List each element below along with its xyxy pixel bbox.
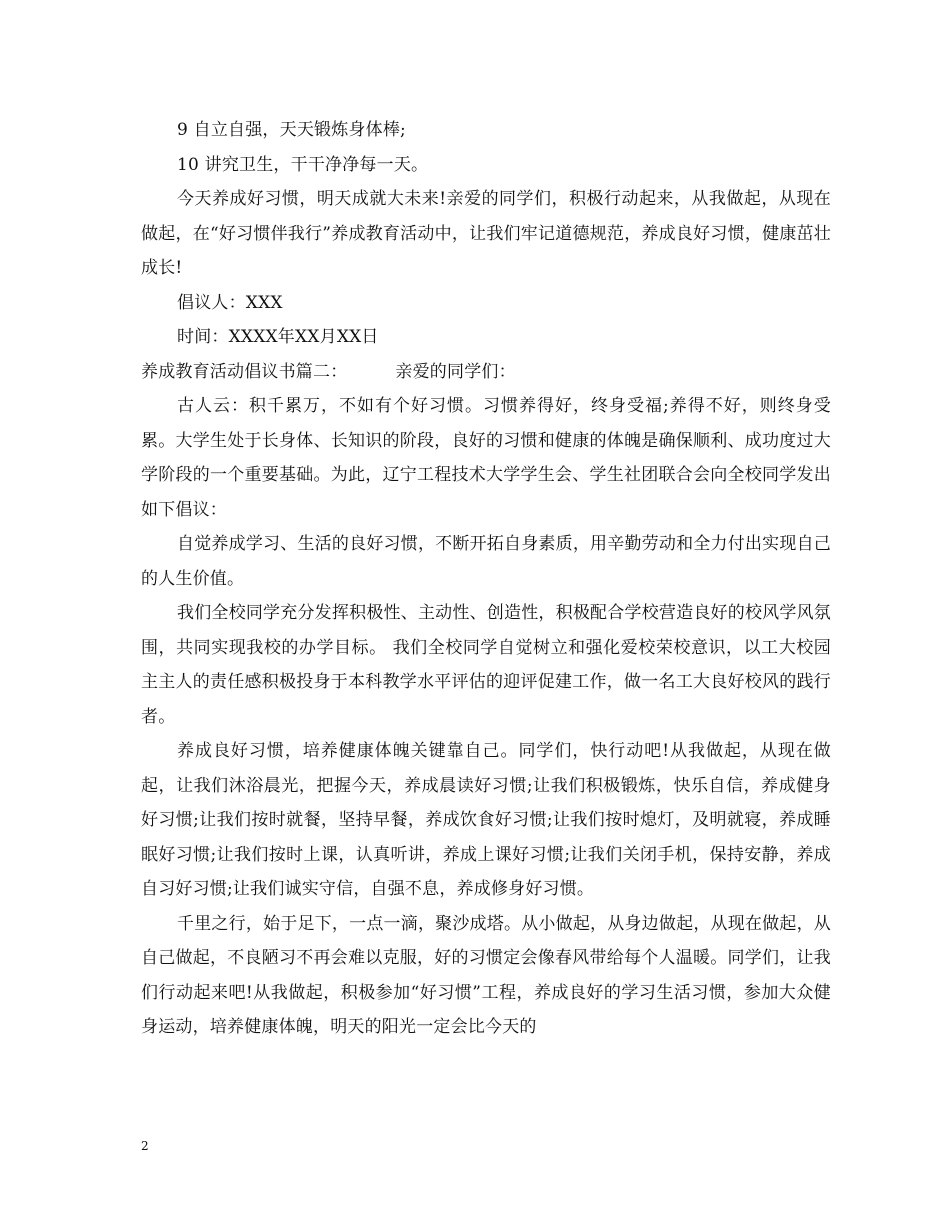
section-heading-line — [141, 355, 831, 390]
salutation: 亲爱的同学们： — [395, 361, 516, 382]
initiator-line: 倡议人：XXX — [177, 292, 283, 313]
closing-paragraph: 今天养成好习惯，明天成就大未来!亲爱的同学们，积极行动起来，从我做起，从现在做起，在“好习惯伴我行”养成教育活动中，让我们牢记道德规范，养成良好习惯，健康茁壮成长! — [141, 189, 831, 278]
body-paragraph: 我们全校同学充分发挥积极性、主动性、创造性，积极配合学校营造良好的校风学风氛围，共同实现我校的办学目标。 我们全校同学自觉树立和强化爱校荣校意识，以工大校园主主人的责任感积极投身于本科教学水平评估的迎评促建工作，做一名工大良好校风的践行者。 — [141, 603, 831, 727]
body-paragraph: 古人云：积千累万，不如有个好习惯。习惯养得好，终身受福;养得不好，则终身受累。大学生处于长身体、长知识的阶段，良好的习惯和健康的体魄是确保顺利、成功度过大学阶段的一个重要基础。为此，辽宁工程技术大学学生会、学生社团联合会向全校同学发出如下倡议： — [141, 396, 831, 520]
date-line: 时间：XXXX年XX月XX日 — [177, 327, 379, 347]
document-body — [141, 113, 831, 1045]
list-item-9: 9 自立自强，天天锻炼身体棒; — [177, 120, 406, 140]
body-paragraph: 养成良好习惯，培养健康体魄关键靠自己。同学们，快行动吧!从我做起，从现在做起，让我们沐浴晨光，把握今天，养成晨读好习惯;让我们积极锻炼，快乐自信，养成健身好习惯;让我们按时就餐，坚持早餐，养成饮食好习惯;让我们按时熄灯，及明就寝，养成睡眠好习惯;让我们按时上课，认真听讲，养成上课好习惯;让我们关闭手机，保持安静，养成自习好习惯;让我们诚实守信，自强不息，养成修身好习惯。 — [141, 741, 831, 899]
list-item-10: 10 讲究卫生，干干净净每一天。 — [177, 154, 429, 175]
page-number: 2 — [141, 1139, 149, 1153]
body-paragraph: 千里之行，始于足下，一点一滴，聚沙成塔。从小做起，从身边做起，从现在做起，从自己做起，不良陋习不再会难以克服，好的习惯定会像春风带给每个人温暖。同学们，让我们行动起来吧!从我做起，积极参加“好习惯”工程，养成良好的学习生活习惯，参加大众健身运动，培养健康体魄，明天的阳光一定会比今天的 — [141, 913, 831, 1037]
section-title: 养成教育活动倡议书篇二： — [141, 361, 348, 382]
body-paragraph: 自觉养成学习、生活的良好习惯，不断开拓自身素质，用辛勤劳动和全力付出实现自己的人生价值。 — [141, 534, 831, 589]
